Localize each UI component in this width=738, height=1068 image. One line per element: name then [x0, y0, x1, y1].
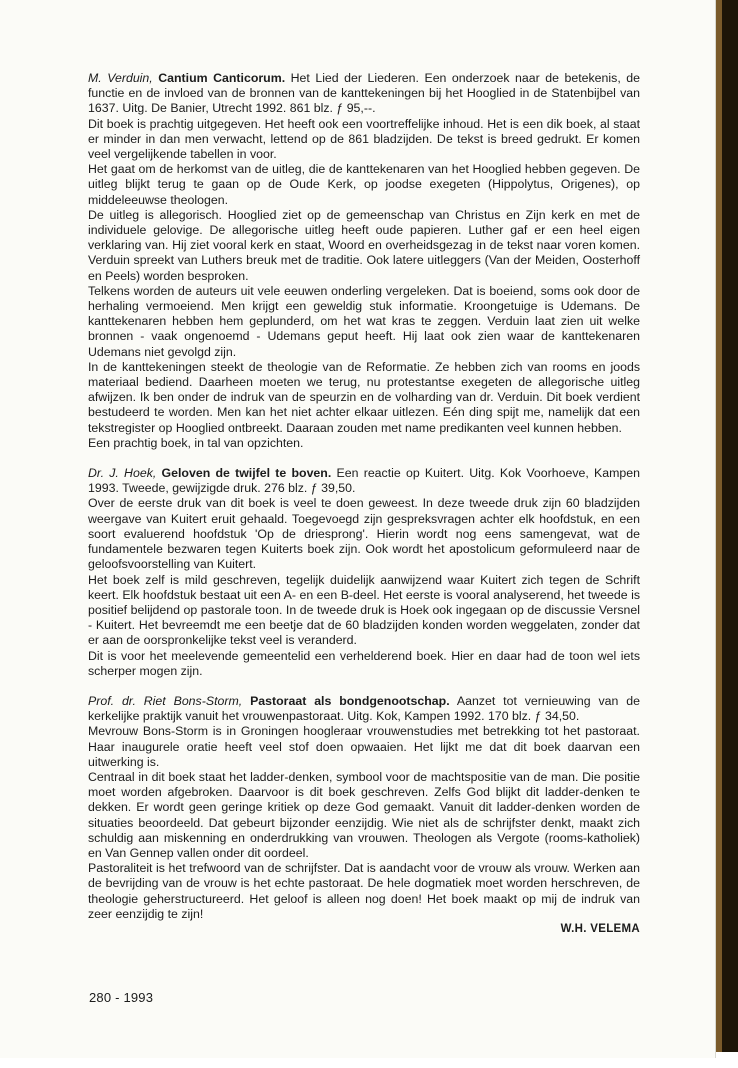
review-heading — [88, 466, 640, 496]
review-paragraph: De uitleg is allegorisch. Hooglied ziet op de gemeenschap van Christus en Zijn kerk en met de individuele gelovige. De allegorische uitleg heeft oude papieren. Luther gaf er een heel eigen verklaring van. Hij ziet vooral kerk en staat, Woord en overheidsgezag in de tekst naar voren komen. Verduin spreekt van Luthers breuk met de traditie. Ook latere uitleggers (Van der Meiden, Oosterhoff en Peels) worden besproken. — [88, 207, 640, 283]
review-author: Dr. J. Hoek, — [88, 466, 157, 481]
page-number: 280 - 1993 — [89, 990, 154, 1005]
page-content — [88, 71, 640, 937]
review-author: Prof. dr. Riet Bons-Storm, — [88, 693, 243, 708]
review-title: Pastoraat als bondgenootschap. — [250, 693, 450, 708]
review-paragraph: Het boek zelf is mild geschreven, tegelijk duidelijk aanwijzend waar Kuitert zich tegen de Schrift keert. Elk hoofdstuk bestaat uit een A- en een B-deel. Het eerste is vooral analyserend, het tweede is positief belijdend op pastorale toon. In de tweede druk is Hoek ook ingegaan op de discussie Versnel - Kuitert. Het bevreemdt me een beetje dat de 60 bladzijden konden worden weggelaten, zonder dat er aan de oorspronkelijke tekst veel is veranderd. — [88, 572, 640, 648]
review-paragraph: Telkens worden de auteurs uit vele eeuwen onderling vergeleken. Dat is boeiend, soms ook door de herhaling vermoeiend. Men krijgt een geweldig stuk informatie. Kroongetuige is Udemans. De kanttekenaren hebben hem geplunderd, om het wat kras te zeggen. Verduin laat zien uit welke bronnen - vaak ongenoemd - Udemans geput heeft. Hij laat ook zien waar de kanttekenaren Udemans niet gevolgd zijn. — [88, 283, 640, 359]
review-author: M. Verduin, — [88, 71, 153, 85]
review-citation: Aanzet tot vernieuwing van de kerkelijke praktijk vanuit het vrouwenpastoraat. Uitg. Kok, Kampen 1992. 170 blz. ƒ 34,50. — [88, 693, 640, 724]
review-title: Cantium Canticorum. — [158, 71, 286, 85]
review-paragraph: Dit is voor het meelevende gemeentelid een verhelderend boek. Hier en daar had de toon wel iets scherper mogen zijn. — [88, 648, 640, 678]
review-paragraph: Centraal in dit boek staat het ladder-denken, symbool voor de machtspositie van de man. Die positie moet worden afgebroken. Daarvoor is dit boek geschreven. Zelfs God blijkt dit ladder-denken te dekken. Er wordt geen geringe kritiek op deze God gemaakt. Vanuit dit ladder-denken worden de situaties beoordeeld. Dat gebeurt bijzonder eenzijdig. Wie niet als de schrijfster denkt, maakt zich schuldig aan miskenning en onderdrukking van vrouwen. Theologen als Vergote (rooms-katholiek) en Van Gennep vallen onder dit oordeel. — [88, 769, 640, 860]
review-paragraph: Een prachtig boek, in tal van opzichten. — [88, 435, 304, 450]
review-verduin — [88, 71, 640, 451]
review-heading — [88, 694, 640, 724]
review-paragraph: Het gaat om de herkomst van de uitleg, die de kanttekenaren van het Hooglied hebben gegeven. De uitleg blijkt terug te gaan op de Oude Kerk, op joodse exegeten (Hippolytus, Origenes), op middeleeuwse theologen. — [88, 162, 640, 207]
review-citation: Een reactie op Kuitert. Uitg. Kok Voorhoeve, Kampen 1993. Tweede, gewijzigde druk. 276 blz. ƒ 39,50. — [88, 466, 641, 496]
binding-strip — [722, 0, 738, 1052]
review-paragraph: Mevrouw Bons-Storm is in Groningen hoogleraar vrouwenstudies met betrekking tot het pastoraat. Haar inaugurele oratie heeft veel stof doen opwaaien. Het lijkt me dat dit boek daarvan een uitwerking is. — [88, 724, 640, 769]
review-citation: Het Lied der Liederen. Een onderzoek naar de betekenis, de functie en de invloed van de bronnen van de kanttekeningen bij het Hooglied in de Statenbijbel van 1637. Uitg. De Banier, Utrecht 1992. 861 blz. ƒ 95,--. — [88, 71, 640, 116]
review-heading — [88, 71, 640, 117]
review-hoek — [88, 466, 640, 679]
review-paragraph: Pastoraliteit is het trefwoord van de schrijfster. Dat is aandacht voor de vrouw als vrouw. Werken aan de bevrijding van de vrouw is het echte pastoraat. De hele dogmatiek moet worden herschreven, de theologie geherstructureerd. Het geloof is alleen nog doen! Het boek maakt op mij de indruk van zeer eenzijdig te zijn! — [88, 861, 640, 921]
review-paragraph: In de kanttekeningen steekt de theologie van de Reformatie. Ze hebben zich van rooms en joods materiaal bediend. Daarheen moeten we terug, nu protestantse exegeten de allegorische uitleg afwijzen. Ik ben onder de indruk van de speurzin en de volharding van dr. Verduin. Dit boek verdient bestudeerd te worden. Men kan het niet achter elkaar uitlezen. Eén ding spijt me, namelijk dat een tekstregister op Hooglied ontbreekt. Daaraan zouden met name predikanten veel kunnen hebben. — [88, 359, 640, 435]
review-bons-storm — [88, 694, 640, 922]
review-paragraph: Over de eerste druk van dit boek is veel te doen geweest. In deze tweede druk zijn 60 bladzijden weergave van Kuitert eruit gehaald. Toegevoegd zijn gespreksvragen achter elk hoofdstuk, en een soort evaluerend hoofdstuk 'Op de driesprong'. Hierin wordt nog eens samengevat, wat de fundamentele bezwaren tegen Kuiterts boek zijn. Ook wordt het apostolicum geformuleerd naar de geloofsvoorstelling van Kuitert. — [88, 496, 640, 572]
review-paragraph: Dit boek is prachtig uitgegeven. Het heeft ook een voortreffelijke inhoud. Het is een dik boek, al staat er minder in dan men verwacht, lettend op de 861 bladzijden. De tekst is breed gedrukt. Er komen veel vergelijkende tabellen in voor. — [88, 116, 640, 162]
reviewer-signature: W.H. VELEMA — [560, 922, 640, 935]
review-title: Geloven de twijfel te boven. — [161, 466, 332, 481]
